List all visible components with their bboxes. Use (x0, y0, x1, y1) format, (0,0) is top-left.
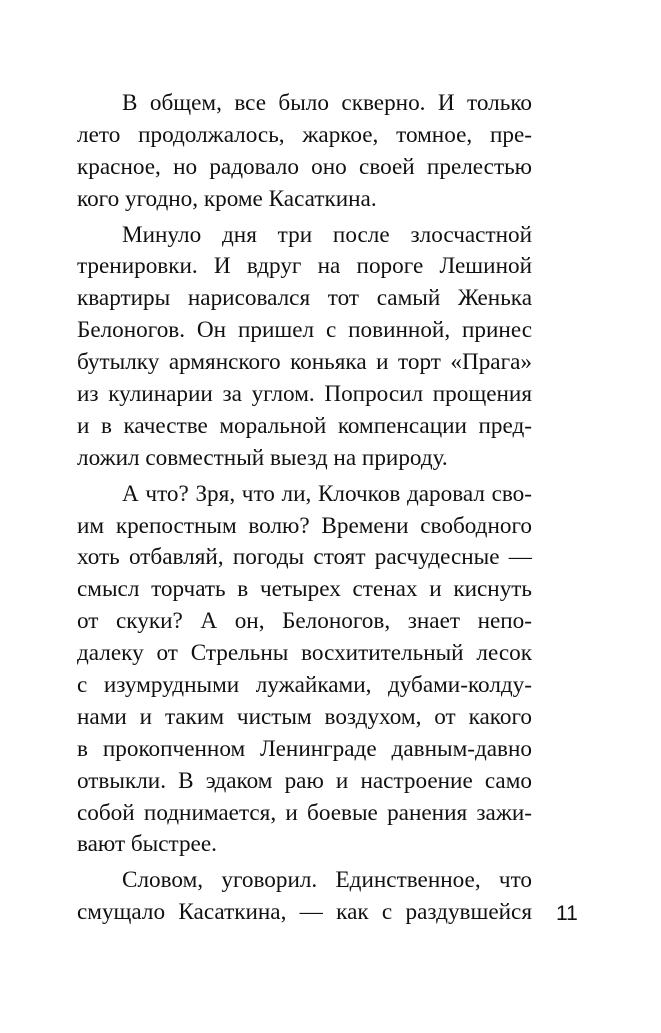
text-line: с изумрудными лужайками, дубами-колду- (77, 672, 532, 699)
paragraph-3 (77, 479, 532, 862)
text-line: собой поднимается, и боевые ранения зажи- (77, 799, 532, 826)
body-text (77, 88, 532, 929)
text-line: нами и таким чистым воздухом, от какого (77, 703, 532, 730)
text-line: кого угодно, кроме Касаткина. (77, 185, 377, 212)
page-number: 11 (556, 902, 578, 925)
paragraph-1 (77, 88, 532, 216)
text-line: А что? Зря, что ли, Клочков даровал сво- (122, 480, 532, 507)
text-line: им крепостным волю? Времени свободного (77, 512, 532, 539)
text-line: Минуло дня три после злосчастной (122, 221, 532, 248)
text-line: ложил совместный выезд на природу. (77, 444, 448, 471)
text-line: смысл торчать в четырех стенах и киснуть (77, 576, 532, 603)
text-line: квартиры нарисовался тот самый Женька (77, 285, 532, 312)
text-line: Белоногов. Он пришел с повинной, принес (77, 317, 532, 344)
text-line: красное, но радовало оно своей прелестью (77, 153, 532, 180)
text-line: тренировки. И вдруг на пороге Лешиной (77, 253, 532, 280)
text-line: отвыкли. В эдаком раю и настроение само (77, 767, 532, 794)
text-line: бутылку армянского коньяка и торт «Прага» (77, 349, 532, 376)
text-line: Словом, уговорил. Единственное, что (122, 867, 532, 894)
text-line: В общем, все было скверно. И только (122, 90, 532, 116)
text-line: и в качестве моральной компенсации пред- (77, 412, 532, 439)
text-line: лето продолжалось, жаркое, томное, пре- (77, 121, 532, 148)
text-line: вают быстрее. (77, 831, 217, 858)
text-line: от скуки? А он, Белоногов, знает непо- (77, 608, 532, 635)
text-line: из кулинарии за углом. Попросил прощения (77, 381, 532, 408)
paragraph-4 (77, 865, 532, 929)
text-line: хоть отбавляй, погоды стоят расчудесные — (77, 544, 532, 571)
paragraph-2 (77, 220, 532, 475)
text-line: смущало Касаткина, — как с раздувшейся (77, 899, 532, 926)
text-line: в прокопченном Ленинграде давным-давно (77, 735, 532, 762)
text-line: далеку от Стрельны восхитительный лесок (77, 640, 532, 667)
